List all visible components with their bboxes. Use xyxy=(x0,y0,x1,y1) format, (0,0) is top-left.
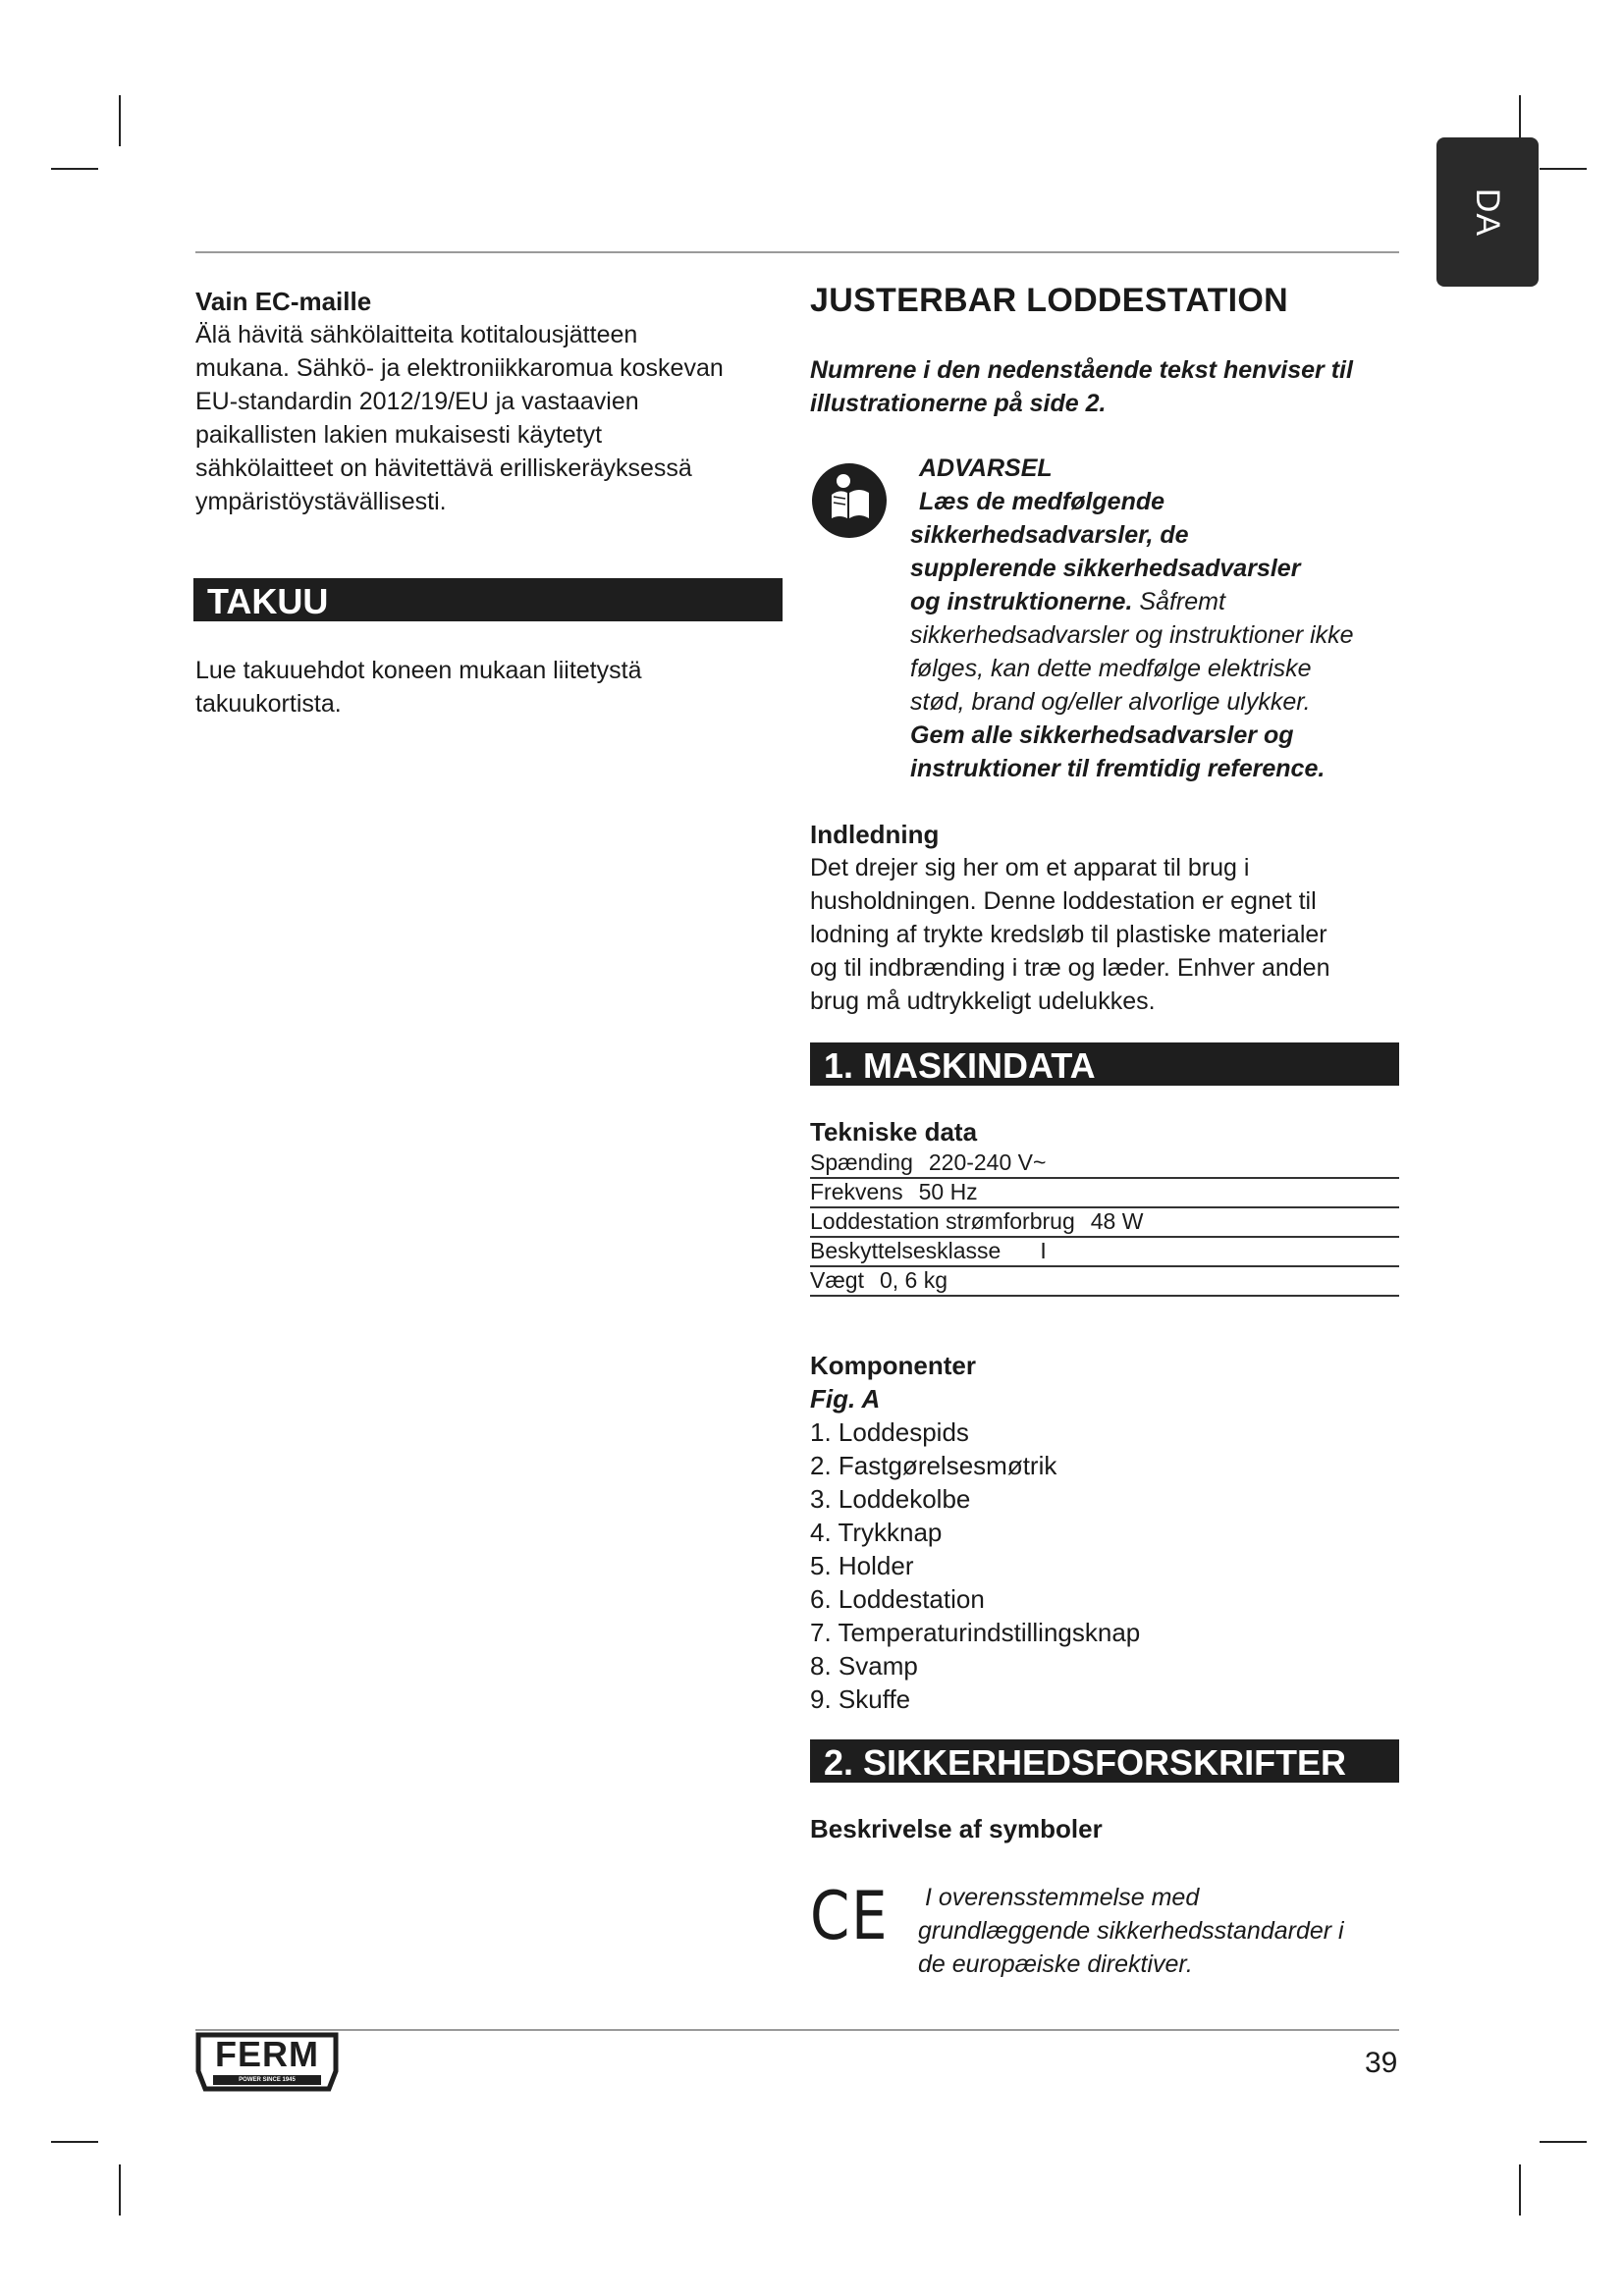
tech-label: Spænding xyxy=(810,1149,913,1175)
text-line: Lue takuuehdot koneen mukaan liitetystä xyxy=(195,657,642,684)
crop-mark xyxy=(51,168,98,170)
list-item: 6. Loddestation xyxy=(810,1584,985,1614)
section-title-sikkerhedsforskrifter: 2. SIKKERHEDSFORSKRIFTER xyxy=(810,1739,1399,1783)
text-line: illustrationerne på side 2. xyxy=(810,390,1107,417)
tech-table xyxy=(810,1148,1399,1296)
text-line: EU-standardin 2012/19/EU ja vastaavien xyxy=(195,388,639,415)
crop-mark xyxy=(1519,2164,1521,2216)
tech-label: Beskyttelsesklasse xyxy=(810,1238,1001,1263)
text-line: paikallisten lakien mukaisesti käytetyt xyxy=(195,421,603,449)
ferm-logo xyxy=(195,2032,339,2093)
tech-heading: Tekniske data xyxy=(810,1117,978,1147)
text-line: lodning af trykte kredsløb til plastiske materialer xyxy=(810,921,1327,948)
crop-mark xyxy=(119,95,121,146)
text-line: supplerende sikkerhedsadvarsler xyxy=(910,555,1301,582)
symbols-heading: Beskrivelse af symboler xyxy=(810,1814,1103,1843)
ce-description xyxy=(918,1881,1409,1981)
text-line: instruktioner til fremtidig reference. xyxy=(910,755,1326,782)
text-italic: Såfremt xyxy=(1139,588,1225,615)
text-line: sähkölaitteet on hävitettävä erilliskeräyksessä xyxy=(195,454,692,482)
text-line xyxy=(910,585,1401,618)
crop-mark xyxy=(1540,2141,1587,2143)
section-title-takuu: TAKUU xyxy=(193,578,783,621)
text-line: grundlæggende sikkerhedsstandarder i xyxy=(918,1917,1344,1945)
tech-data xyxy=(810,1115,1399,1296)
takuu-text xyxy=(195,654,785,721)
list-item: 8. Svamp xyxy=(810,1651,918,1681)
text-line: Gem alle sikkerhedsadvarsler og xyxy=(910,721,1294,749)
text-bold: og instruktionerne. xyxy=(910,588,1133,615)
text-line: sikkerhedsadvarsler, de xyxy=(910,521,1189,549)
components-section xyxy=(810,1349,1399,1716)
warning-block xyxy=(910,452,1401,785)
crop-mark xyxy=(1540,168,1587,170)
page-number: 39 xyxy=(1365,2047,1398,2079)
logo-text: FERM xyxy=(215,2034,319,2074)
text-line: stød, brand og/eller alvorlige ulykker. xyxy=(910,688,1311,716)
footer-rule xyxy=(195,2029,1399,2031)
right-column-top xyxy=(810,282,1399,320)
text-line: mukana. Sähkö- ja elektroniikkaromua koskevan xyxy=(195,354,724,382)
list-item: 1. Loddespids xyxy=(810,1417,969,1447)
tech-value: 0, 6 kg xyxy=(879,1267,948,1293)
text-line: brug må udtrykkeligt udelukkes. xyxy=(810,988,1156,1015)
page-title: JUSTERBAR LODDESTATION xyxy=(810,282,1289,319)
tech-label: Frekvens xyxy=(810,1179,903,1204)
language-code: DA xyxy=(1469,187,1507,237)
text-line: de europæiske direktiver. xyxy=(918,1950,1193,1978)
tech-value: 48 W xyxy=(1090,1208,1144,1234)
text-line: følges, kan dette medfølge elektriske xyxy=(910,655,1312,682)
intro-section xyxy=(810,818,1399,1018)
text-line: I overensstemmelse med xyxy=(918,1884,1200,1911)
list-item: 3. Loddekolbe xyxy=(810,1484,971,1514)
symbols-section xyxy=(810,1812,1399,1845)
text-line: takuukortista. xyxy=(195,690,342,718)
tech-row xyxy=(810,1266,1399,1297)
read-manual-icon xyxy=(810,461,889,540)
warning-title: ADVARSEL xyxy=(919,454,1053,482)
section-title-maskindata: 1. MASKINDATA xyxy=(810,1042,1399,1086)
weee-text xyxy=(195,318,785,518)
components-heading: Komponenter xyxy=(810,1351,976,1380)
text-line: Älä hävitä sähkölaitteita kotitalousjätteen xyxy=(195,321,638,348)
text-line: Det drejer sig her om et apparat til brug i xyxy=(810,854,1250,881)
header-rule xyxy=(195,251,1399,253)
crop-mark xyxy=(119,2164,121,2216)
intro-note xyxy=(810,353,1399,420)
weee-heading: Vain EC-maille xyxy=(195,287,372,316)
list-item: 4. Trykknap xyxy=(810,1518,943,1547)
list-item: 9. Skuffe xyxy=(810,1684,911,1714)
list-item: 5. Holder xyxy=(810,1551,914,1580)
figure-label: Fig. A xyxy=(810,1384,881,1414)
tech-value: I xyxy=(1040,1238,1047,1263)
tech-value: 50 Hz xyxy=(918,1179,978,1204)
text-line: og til indbrænding i træ og læder. Enhver anden xyxy=(810,954,1330,982)
tech-value: 220-240 V~ xyxy=(928,1149,1047,1175)
text-line: Numrene i den nedenstående tekst henviser til xyxy=(810,356,1353,384)
text-line: husholdningen. Denne loddestation er egnet til xyxy=(810,887,1317,915)
tech-label: Loddestation strømforbrug xyxy=(810,1208,1075,1234)
list-item: 2. Fastgørelsesmøtrik xyxy=(810,1451,1057,1480)
tech-row xyxy=(810,1148,1399,1179)
tech-row xyxy=(810,1237,1399,1267)
intro-heading: Indledning xyxy=(810,820,940,849)
tech-row xyxy=(810,1178,1399,1208)
ce-mark-icon: CE xyxy=(810,1878,890,1955)
crop-mark xyxy=(51,2141,98,2143)
tech-label: Vægt xyxy=(810,1267,864,1293)
language-tab xyxy=(1436,137,1539,287)
text-line: Læs de medfølgende xyxy=(919,488,1165,515)
list-item: 7. Temperaturindstillingsknap xyxy=(810,1618,1141,1647)
left-column xyxy=(195,285,785,518)
text-line: sikkerhedsadvarsler og instruktioner ikke xyxy=(910,621,1354,649)
text-line: ympäristöystävällisesti. xyxy=(195,488,447,515)
tech-row xyxy=(810,1207,1399,1238)
logo-subtext: POWER SINCE 1945 xyxy=(239,2077,296,2083)
